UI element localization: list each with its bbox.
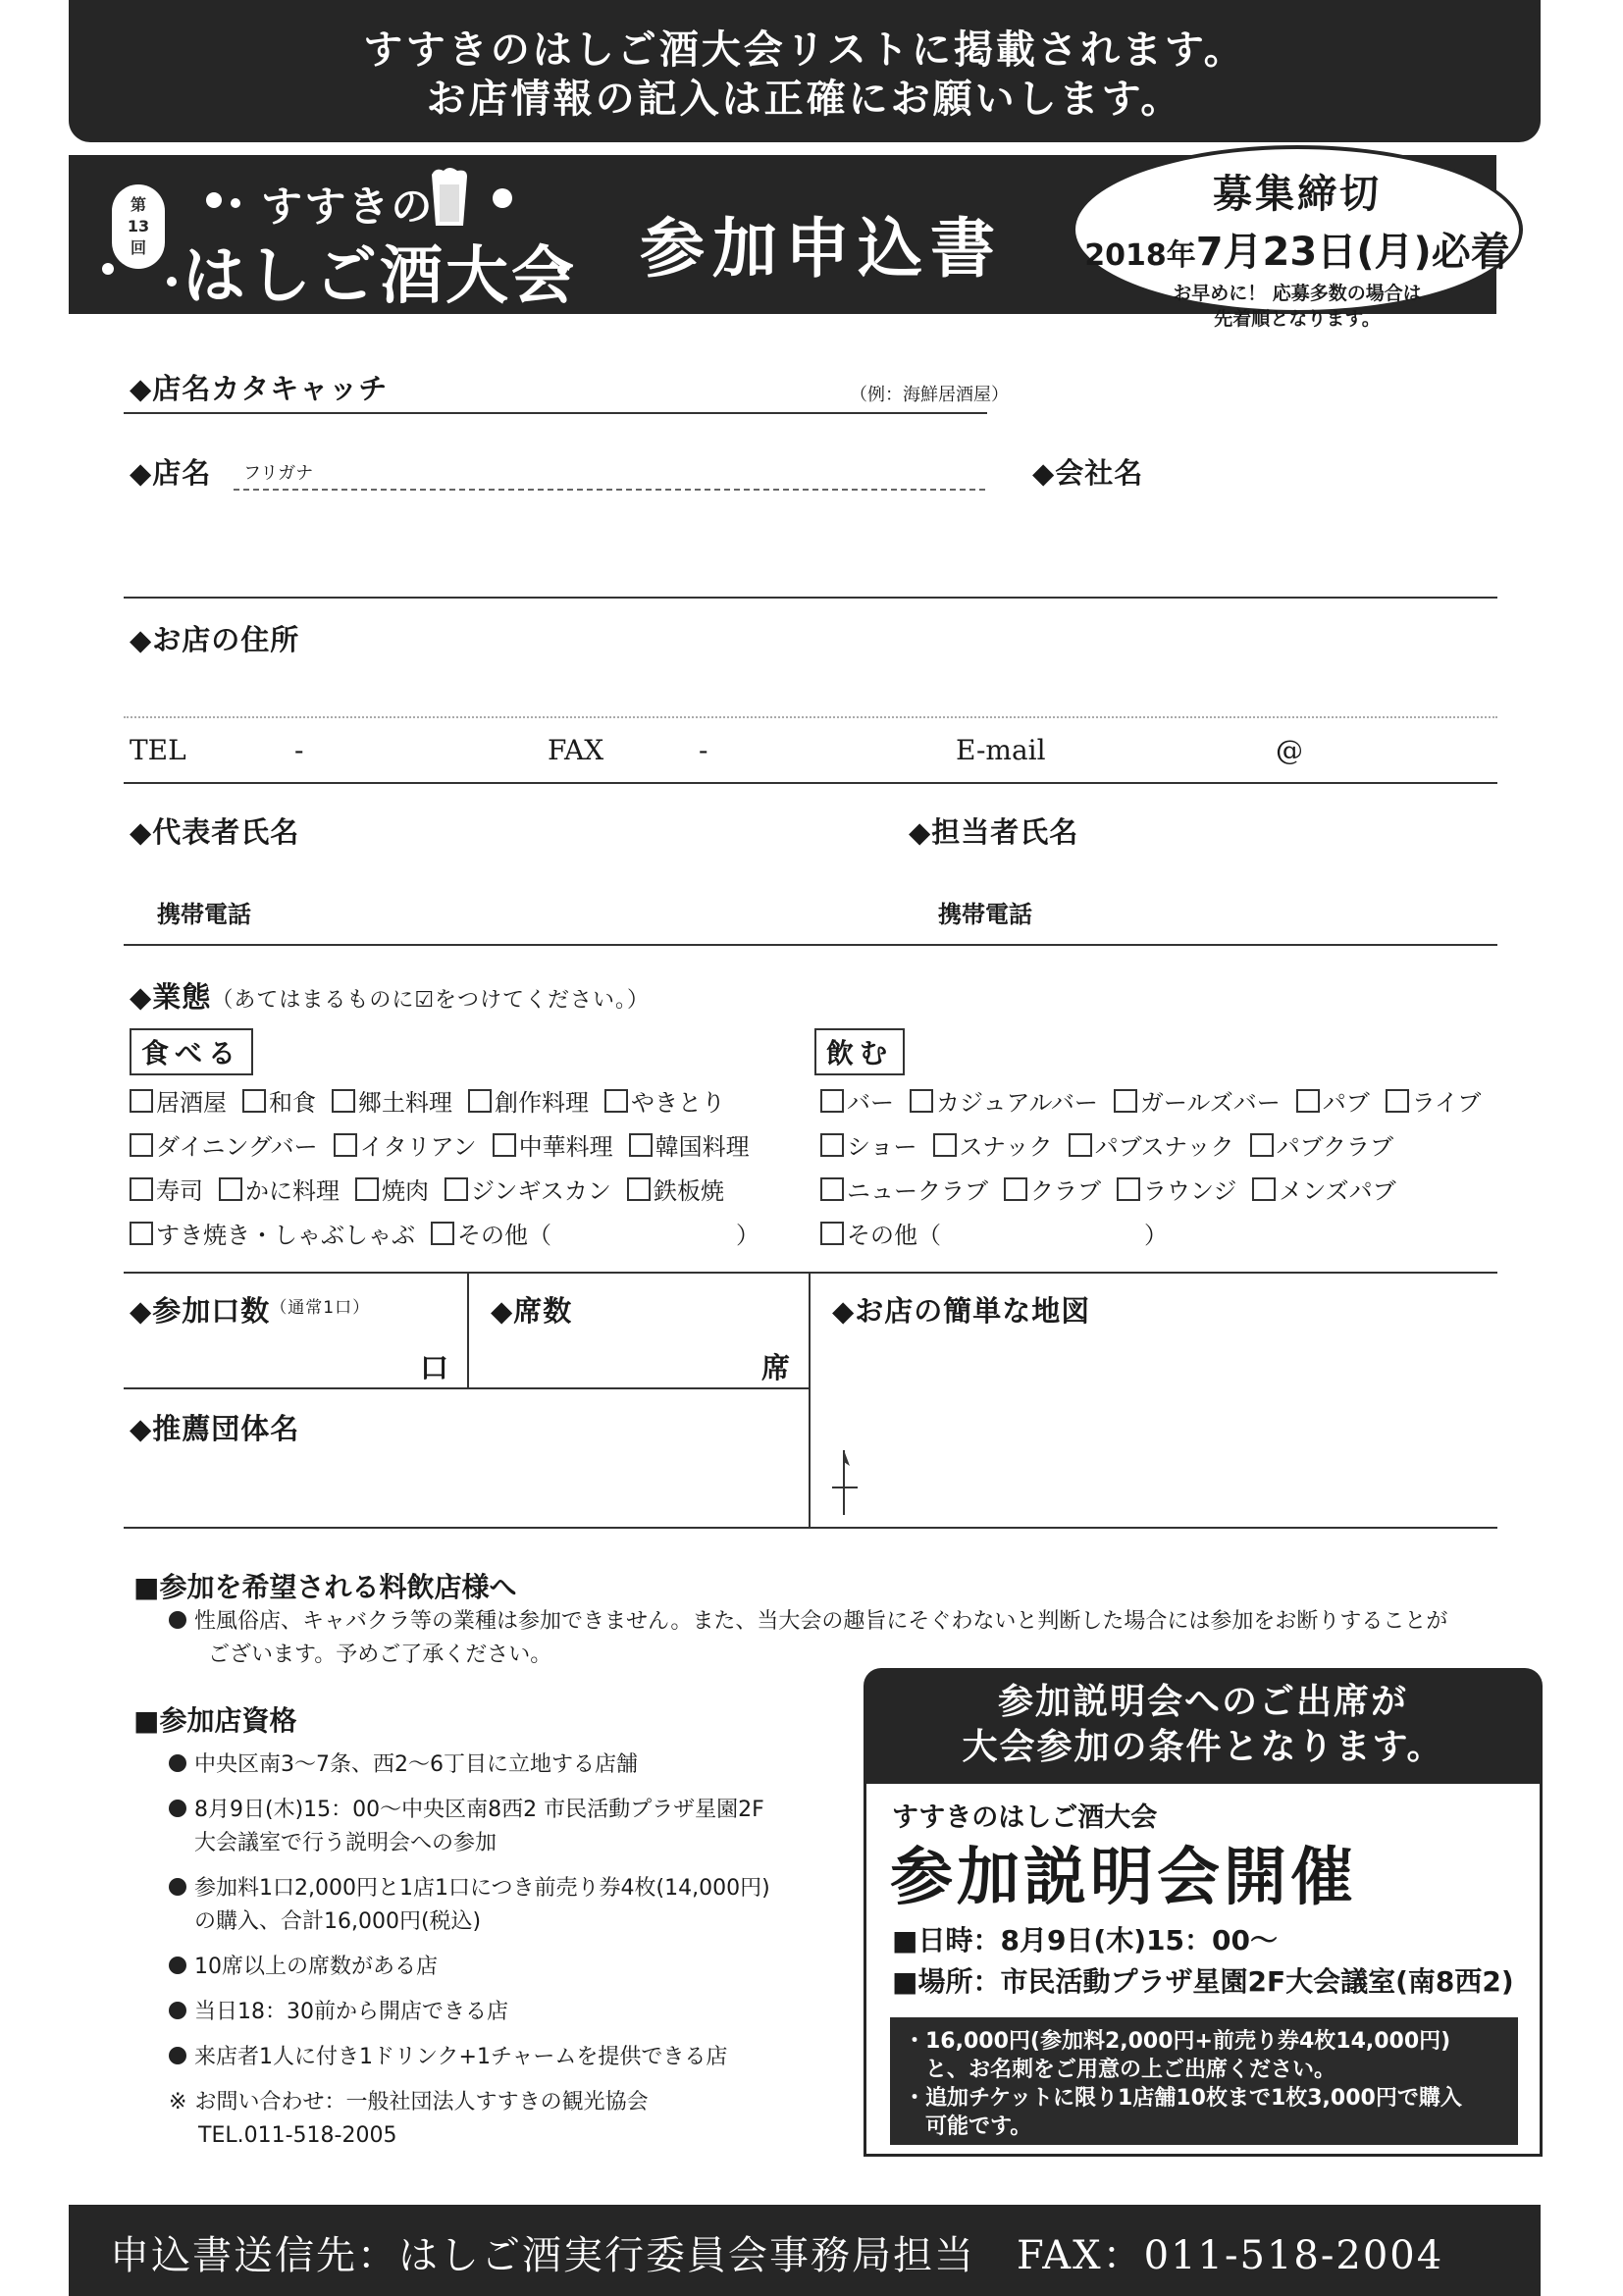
units-label: ◆参加口数$^{(通常1口)}$ (130, 1294, 371, 1328)
drink-category-label: 飲む (814, 1028, 905, 1075)
deadline-date: 2018年7月23日(月)必着 (1084, 230, 1510, 275)
tel-hyphen: - (294, 734, 304, 766)
banner-line-1: すすきのはしご酒大会リストに掲載されます。 (363, 27, 1246, 73)
logo-text-event: はしご酒大会 (183, 240, 577, 313)
briefing-fee-note: ・16,000円(参加料2,000円+前売り券4枚14,000円) と、お名刺をご用意の上ご出席ください。 ・追加チケットに限り1店舗10枚まで1枚3,000円で購入 可能です。 (890, 2017, 1518, 2145)
logo-text-susukino: すすきの (261, 183, 435, 231)
checkbox-korean[interactable]: 韓国料理 (629, 1127, 750, 1162)
units-suffix: 口 (420, 1351, 450, 1384)
bullet-icon (169, 2002, 186, 2019)
checkbox-italian[interactable]: イタリアン (334, 1127, 477, 1162)
checkbox-chinese[interactable]: 中華料理 (493, 1127, 613, 1162)
bullet-icon (169, 1611, 186, 1629)
checkbox-new-club[interactable]: ニュークラブ (820, 1172, 988, 1206)
banner-line-2: お店情報の記入は正確にお願いします。 (426, 77, 1183, 122)
map-label: ◆お店の簡単な地図 (832, 1294, 1091, 1328)
katakana-input-line[interactable] (124, 412, 987, 414)
logo-dot-icon (231, 198, 240, 208)
katakana-label: ◆店名カタキャッチ (130, 372, 389, 405)
submission-destination: 申込書送信先：はしご酒実行委員会事務局担当 FAX：011-518-2004 (110, 2233, 1444, 2278)
checkbox-eat-other[interactable]: その他（ (431, 1216, 551, 1250)
to-shops-heading: ■参加を希望される料飲店様へ (133, 1571, 517, 1603)
bullet-icon (169, 1800, 186, 1817)
company-name-label: ◆会社名 (1032, 456, 1144, 490)
logo-dot-icon (206, 192, 222, 208)
rep-mobile-label: 携帯電話 (157, 900, 251, 928)
furigana-label: フリガナ (243, 463, 314, 484)
drink-row-1 (820, 1083, 1496, 1118)
checkbox-teppanyaki[interactable]: 鉄板焼 (627, 1172, 724, 1206)
checkbox-kyodo[interactable]: 郷土料理 (332, 1083, 452, 1118)
grid-mid-line (124, 1387, 811, 1389)
deadline-oval (1072, 145, 1523, 330)
checkbox-sousaku[interactable]: 創作料理 (468, 1083, 589, 1118)
checkbox-live[interactable]: ライブ (1386, 1083, 1482, 1118)
grid-top-line (124, 1272, 1497, 1274)
checkbox-show[interactable]: ショー (820, 1127, 917, 1162)
address-label: ◆お店の住所 (130, 623, 300, 656)
checkbox-pub[interactable]: パブ (1296, 1083, 1370, 1118)
katakana-example: （例：海鮮居酒屋） (850, 385, 1009, 405)
qualification-list: 中央区南3〜7条、西2〜6丁目に立地する店舗 8月9日(木)15：00〜中央区南8西2 市民活動プラザ星園2F 大会議室で行う説明会への参加 参加料1口2,000円と1店1口につき前売り券4枚(14,000円) の購入、合計16,000円(税込) 10席以上の席数がある店 当日18：30前から開店できる店 来店者1人に付き1ドリンク+1チャームを提供できる店 ※ お問い合わせ：一般社団法人すすきの観光協会 TEL.011-518-2005 (169, 1752, 770, 2148)
checkbox-sukiyaki[interactable]: すき焼き・しゃぶしゃぶ (130, 1216, 415, 1250)
checkbox-yakiniku[interactable]: 焼肉 (355, 1172, 429, 1206)
checkbox-mens-pub[interactable]: メンズパブ (1252, 1172, 1395, 1206)
rep-input-line[interactable] (124, 944, 1497, 946)
bullet-icon (169, 1754, 186, 1772)
furigana-input-line[interactable] (234, 489, 985, 491)
briefing-place: ■場所：市民活動プラザ星園2F大会議室(南8西2) (892, 1965, 1514, 1998)
briefing-info-box (864, 1784, 1543, 2157)
drink-row-4 (820, 1216, 957, 1250)
checkbox-pub-club[interactable]: パブクラブ (1250, 1127, 1393, 1162)
form-title: 参加申込書 (640, 211, 1003, 287)
shop-name-label: ◆店名 (130, 456, 212, 490)
logo-dot-icon (493, 188, 512, 208)
eat-other-close: ） (736, 1222, 759, 1249)
eat-row-1 (130, 1083, 741, 1118)
recommending-group-label: ◆推薦団体名 (130, 1412, 300, 1445)
checkbox-yakitori[interactable]: やきとり (604, 1083, 725, 1118)
bullet-icon (169, 1878, 186, 1896)
checkbox-lounge[interactable]: ラウンジ (1117, 1172, 1236, 1206)
north-arrow-icon (830, 1448, 860, 1517)
eat-category-label: 食べる (130, 1028, 253, 1075)
grid-bottom-line (124, 1527, 1497, 1529)
email-label: E-mail (956, 734, 1046, 766)
checkbox-girls-bar[interactable]: ガールズバー (1114, 1083, 1281, 1118)
bullet-icon (169, 2047, 186, 2064)
checkbox-pub-snack[interactable]: パブスナック (1069, 1127, 1234, 1162)
footer-bar (69, 2205, 1541, 2296)
checkbox-casual-bar[interactable]: カジュアルバー (910, 1083, 1098, 1118)
deadline-title: 募集締切 (1213, 172, 1382, 217)
checkbox-izakaya[interactable]: 居酒屋 (130, 1083, 227, 1118)
briefing-title: 参加説明会開催 (890, 1842, 1357, 1914)
edition-badge: 第 13 回 (112, 184, 165, 269)
contact-input-line[interactable] (124, 782, 1497, 784)
checkbox-dining-bar[interactable]: ダイニングバー (130, 1127, 318, 1162)
checkbox-snack[interactable]: スナック (933, 1127, 1053, 1162)
representative-label: ◆代表者氏名 (130, 815, 300, 849)
business-type-label: ◆業態（あてはまるものに☑をつけてください。） (130, 980, 651, 1014)
eat-row-2 (130, 1127, 765, 1162)
email-at: @ (1276, 734, 1303, 766)
checkbox-sushi[interactable]: 寿司 (130, 1172, 203, 1206)
drink-row-3 (820, 1172, 1412, 1206)
checkbox-bar[interactable]: バー (820, 1083, 894, 1118)
eat-row-3 (130, 1172, 740, 1206)
contact-mobile-label: 携帯電話 (938, 900, 1032, 928)
drink-other-close: ） (1144, 1222, 1168, 1249)
logo-dot-icon (102, 263, 114, 275)
seats-suffix: 席 (761, 1351, 792, 1384)
fax-label: FAX (548, 734, 604, 766)
checkbox-drink-other[interactable]: その他（ (820, 1216, 941, 1250)
checkbox-jingisukan[interactable]: ジンギスカン (445, 1172, 611, 1206)
map-divider (809, 1272, 811, 1529)
fax-hyphen: - (699, 734, 708, 766)
checkbox-washoku[interactable]: 和食 (242, 1083, 316, 1118)
person-in-charge-label: ◆担当者氏名 (909, 815, 1079, 849)
shop-name-input-line[interactable] (124, 597, 1497, 599)
deadline-note: お早めに！ 応募多数の場合は 先着順となります。 (1173, 283, 1422, 330)
briefing-notice-header: 参加説明会へのご出席が 大会参加の条件となります。 (864, 1668, 1543, 1784)
eat-row-4 (130, 1216, 567, 1250)
checkbox-crab[interactable]: かに料理 (219, 1172, 340, 1206)
briefing-date: ■日時：8月9日(木)15：00〜 (892, 1924, 1278, 1957)
address-input-line[interactable] (124, 716, 1497, 718)
to-shops-text: 性風俗店、キャバクラ等の業種は参加できません。また、当大会の趣旨にそぐわないと判断した場合には参加をお断りすることが ございます。予めご了承ください。 (169, 1605, 1523, 1672)
qualification-heading: ■参加店資格 (133, 1704, 297, 1737)
seats-label: ◆席数 (491, 1294, 573, 1328)
grid-divider (467, 1272, 469, 1389)
logo-dot-icon (167, 277, 177, 287)
top-banner (69, 0, 1541, 142)
checkbox-club[interactable]: クラブ (1004, 1172, 1101, 1206)
tel-label: TEL (130, 734, 186, 766)
bullet-icon (169, 1957, 186, 1974)
briefing-event-name: すすきのはしご酒大会 (892, 1802, 1158, 1833)
drink-row-2 (820, 1127, 1409, 1162)
